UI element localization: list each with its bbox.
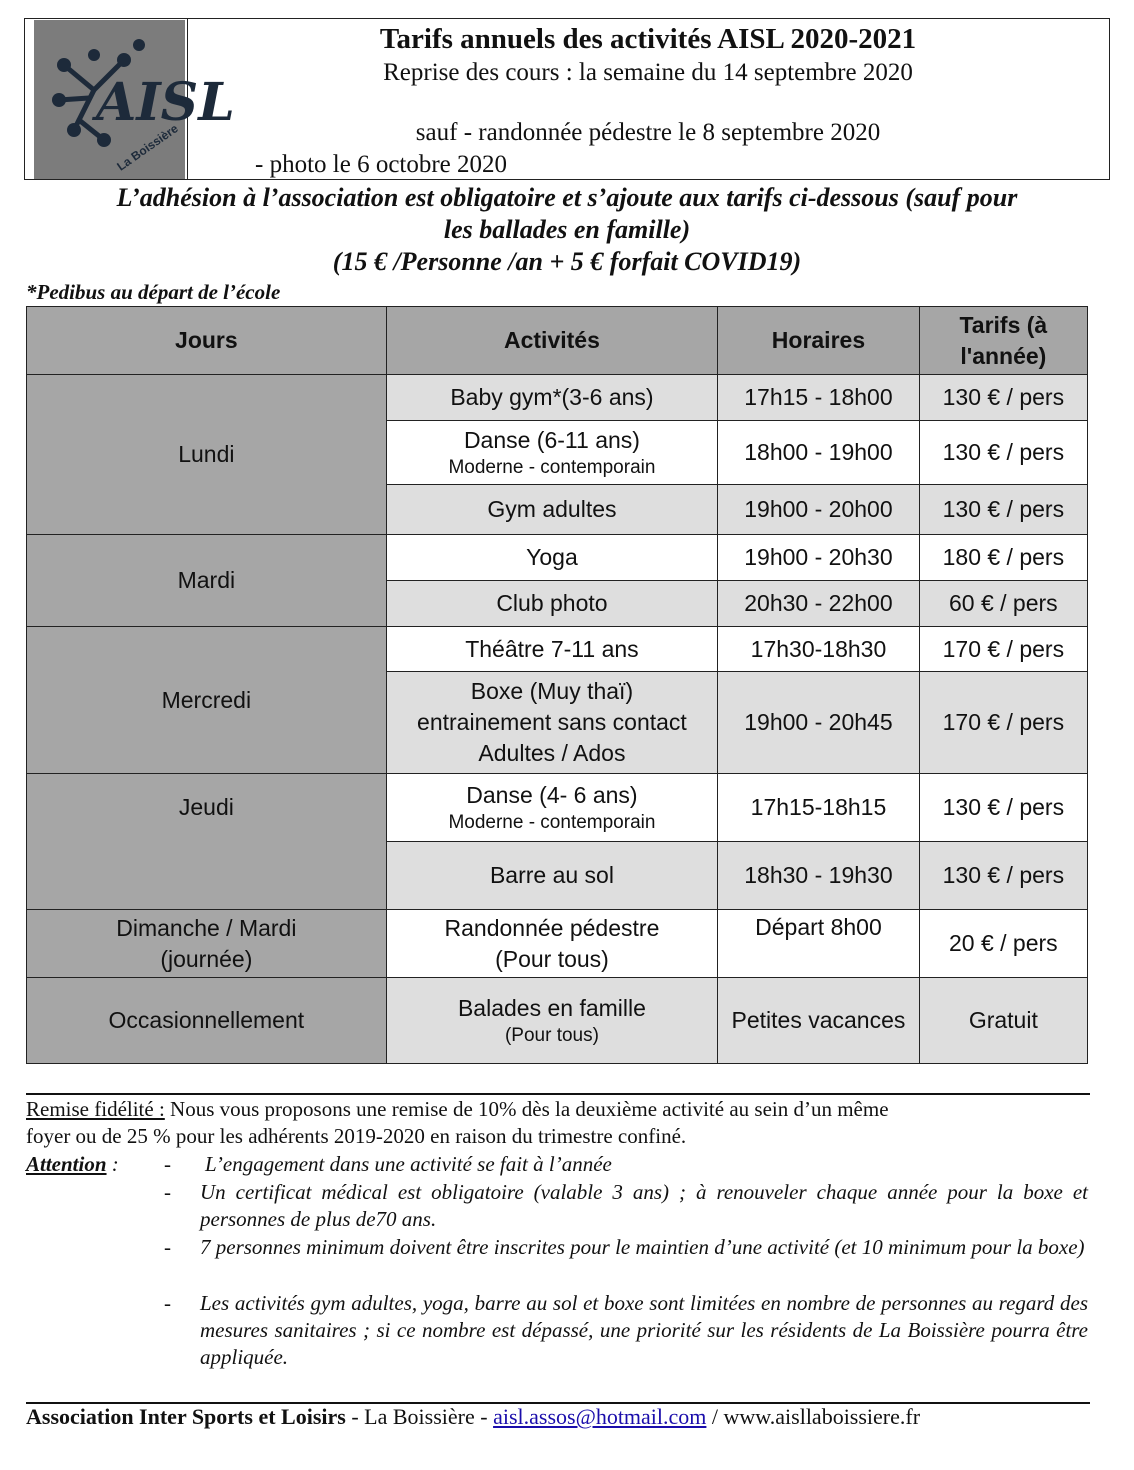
activity-subtitle: Moderne - contemporain — [448, 812, 656, 833]
header-tarifs — [919, 307, 1087, 375]
table-row — [27, 910, 1088, 978]
price-cell: 130 € / pers — [919, 842, 1087, 910]
price-cell: Gratuit — [919, 978, 1087, 1064]
page-title: Tarifs annuels des activités AISL 2020-2021 — [379, 23, 917, 55]
bullet-item: L’engagement dans une activité se fait à l’année — [205, 1152, 612, 1176]
hours-cell: 18h30 - 19h30 — [718, 842, 920, 910]
org-name: Association Inter Sports et Loisirs — [26, 1404, 346, 1429]
activity-cell — [386, 774, 717, 842]
table-row — [27, 535, 1088, 581]
hours-cell: Départ 8h00 — [718, 910, 920, 978]
activity-name: Boxe (Muy thaï) — [470, 678, 634, 704]
table-row — [27, 978, 1088, 1064]
schedule-table — [26, 306, 1088, 1064]
bullet-item: Un certificat médical est obligatoire (valable 3 ans) ; à renouveler chaque année pour la boxe et personnes de plus de70 ans. — [200, 1180, 1088, 1231]
price-cell: 130 € / pers — [919, 421, 1087, 485]
aisl-logo — [34, 20, 235, 179]
activity-name: Danse (4- 6 ans) — [466, 782, 638, 808]
hours-cell: 17h15 - 18h00 — [718, 375, 920, 421]
hours-cell: Petites vacances — [718, 978, 920, 1064]
attention-label: Attention — [26, 1152, 107, 1176]
bullet-item: Les activités gym adultes, yoga, barre au sol et boxe sont limitées en nombre de personnes au regard des mesures sanitaires ; si ce nombre est dépassé, une priorité sur les résidents de La Boissière pourra être appliquée. — [200, 1291, 1088, 1369]
day-lundi: Lundi — [27, 375, 387, 535]
day-mardi: Mardi — [27, 535, 387, 627]
exception-line-2: - photo le 6 octobre 2020 — [255, 151, 508, 178]
attention-heading — [26, 1151, 119, 1178]
day-jeudi: Jeudi — [27, 774, 387, 910]
price-cell: 60 € / pers — [919, 581, 1087, 627]
activity-name: Randonnée pédestre — [444, 914, 660, 941]
activity-cell — [386, 978, 717, 1064]
hours-cell: 19h00 - 20h00 — [718, 485, 920, 535]
logo-text: AISL — [96, 72, 235, 133]
hours-cell: 18h00 - 19h00 — [718, 421, 920, 485]
table-row — [27, 627, 1088, 672]
subtitle: Reprise des cours : la semaine du 14 septembre 2020 — [383, 59, 913, 86]
activity-cell: Baby gym*(3-6 ans) — [386, 375, 717, 421]
logo-graphic — [34, 20, 235, 179]
header-box — [24, 18, 1110, 180]
attention-colon: : — [106, 1152, 119, 1176]
logo-cell — [25, 19, 235, 179]
bullet-item: 7 personnes minimum doivent être inscrites pour le maintien d’une activité (et 10 minimum pour la boxe) — [200, 1235, 1085, 1259]
day-dimanche-mardi — [27, 910, 387, 978]
day-line-1: Dimanche / Mardi — [116, 914, 297, 941]
pedibus-note: *Pedibus au départ de l’école — [26, 280, 281, 304]
day-mercredi: Mercredi — [27, 627, 387, 774]
remise-text-2: foyer ou de 25 % pour les adhérents 2019-2020 en raison du trimestre confiné. — [26, 1124, 687, 1148]
activity-name: Balades en famille — [457, 995, 646, 1021]
activity-cell — [386, 421, 717, 485]
activity-cell: Gym adultes — [386, 485, 717, 535]
day-occasionnellement: Occasionnellement — [27, 978, 387, 1064]
org-separator-1: - La Boissière - — [345, 1404, 494, 1429]
email-link[interactable]: aisl.assos@hotmail.com — [493, 1404, 707, 1429]
activity-subtitle: (Pour tous) — [504, 1025, 599, 1046]
table-header-row — [27, 307, 1088, 375]
price-cell: 170 € / pers — [919, 627, 1087, 672]
hours-cell: 17h30-18h30 — [718, 627, 920, 672]
membership-line-1: L’adhésion à l’association est obligatoire et s’ajoute aux tarifs ci-dessous (sauf pour — [116, 183, 1018, 212]
membership-price: (15 € /Personne /an + 5 € forfait COVID19) — [332, 247, 802, 276]
hours-cell: 20h30 - 22h00 — [718, 581, 920, 627]
hours-cell: 19h00 - 20h45 — [718, 672, 920, 774]
activity-line-3: Adultes / Ados — [478, 740, 626, 766]
org-separator-2: / www.aisllaboissiere.fr — [706, 1404, 921, 1429]
activity-cell: Club photo — [386, 581, 717, 627]
hours-cell: 19h00 - 20h30 — [718, 535, 920, 581]
price-cell: 180 € / pers — [919, 535, 1087, 581]
header-horaires: Horaires — [718, 307, 920, 375]
price-cell: 130 € / pers — [919, 375, 1087, 421]
activity-cell — [386, 672, 717, 774]
bullet-dash: - — [164, 1235, 171, 1259]
activity-subtitle: Moderne - contemporain — [448, 457, 656, 478]
divider-top — [26, 1093, 1090, 1095]
activity-line-2: entrainement sans contact — [417, 709, 687, 735]
exception-line-1: sauf - randonnée pédestre le 8 septembre 2020 — [415, 119, 881, 146]
price-cell: 130 € / pers — [919, 485, 1087, 535]
header-tarifs-line-1: Tarifs (à — [959, 311, 1048, 338]
table-row — [27, 375, 1088, 421]
activity-line-2: (Pour tous) — [495, 945, 609, 972]
activity-name: Danse (6-11 ans) — [463, 427, 640, 453]
footer-contact — [26, 1404, 920, 1430]
activity-cell: Barre au sol — [386, 842, 717, 910]
day-line-2: (journée) — [160, 945, 253, 972]
membership-line-2: les ballades en famille) — [443, 215, 691, 244]
activity-cell: Théâtre 7-11 ans — [386, 627, 717, 672]
hours-cell: 17h15-18h15 — [718, 774, 920, 842]
bullet-dash: - — [164, 1180, 171, 1204]
remise-text-1: Nous vous proposons une remise de 10% dès la deuxième activité au sein d’un même — [164, 1097, 889, 1121]
table-row — [27, 774, 1088, 842]
header-activites: Activités — [386, 307, 717, 375]
price-cell: 20 € / pers — [919, 910, 1087, 978]
logo-subtext: La Boissière — [114, 121, 181, 174]
price-cell: 130 € / pers — [919, 774, 1087, 842]
remise-label: Remise fidélité : — [26, 1097, 165, 1121]
bullet-dash: - — [164, 1291, 171, 1315]
remise-paragraph — [26, 1096, 1090, 1123]
bullet-dash: - — [164, 1152, 171, 1176]
price-cell: 170 € / pers — [919, 672, 1087, 774]
activity-cell: Yoga — [386, 535, 717, 581]
header-jours: Jours — [27, 307, 387, 375]
header-tarifs-line-2: l'année) — [960, 342, 1047, 369]
activity-cell — [386, 910, 717, 978]
